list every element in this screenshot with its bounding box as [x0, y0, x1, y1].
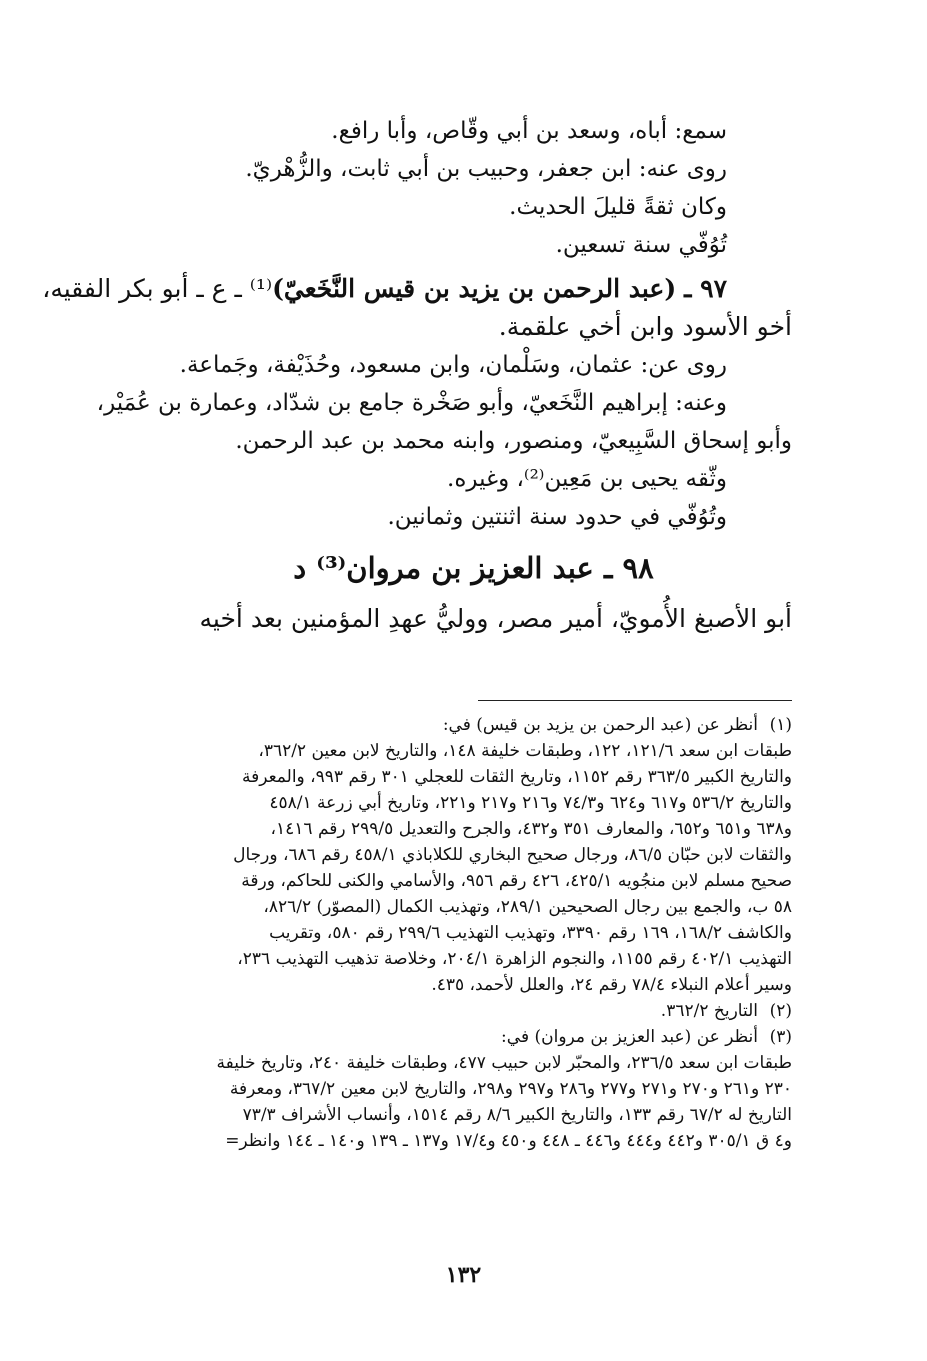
footnote-line: التاريخ له ٦٧/٢ رقم ١٣٣، والتاريخ الكبير ٨/٦ رقم ١٥١٤، وأنساب الأشراف ٧٣/٣	[242, 1105, 792, 1125]
footnotes	[100, 712, 792, 1154]
footnote-line: والتاريخ الكبير ٣٦٣/٥ رقم ١١٥٢، وتاريخ الثقات للعجلي ٣٠١ رقم ٩٩٣، والمعرفة	[241, 767, 792, 787]
entry-number: ٩٧ ـ	[684, 274, 727, 303]
text-line: تُوُفّي سنة تسعين.	[555, 232, 727, 258]
footnote-line: والكاشف ١٦٨/٢، ١٦٩ رقم ٣٣٩٠، وتهذيب التهذيب ٢٩٩/٦ رقم ٥٨٠، وتقريب	[269, 923, 792, 943]
text-line: روى عن: عثمان، وسَلْمان، وابن مسعود، وحُذَيْفة، وجَماعة.	[179, 352, 727, 378]
entry-97-title	[42, 270, 792, 308]
entry-title-rest: ⁽¹⁾ ـ ع ـ أبو بكر الفقيه،	[42, 274, 273, 303]
main-text	[42, 112, 792, 638]
footnote-line: والتاريخ ٥٣٦/٢ و٦١٧ و٦٢٤ و٧٤/٣ و٢١٦ و٢١٧ و٢٢١، وتاريخ أبي زرعة ٤٥٨/١	[269, 793, 792, 813]
entry-98-heading: ٩٨ ـ عبد العزيز بن مروان⁽³⁾ د	[293, 551, 654, 585]
footnote-line: أنظر عن (عبد العزيز بن مروان) في:	[501, 1027, 758, 1047]
footnote-mark: (١)	[769, 715, 792, 735]
footnote-line: ٢٣٠ و٢٦١ و٢٧٠ و٢٧١ و٢٧٧ و٢٨٦ و٢٩٧ و٢٩٨، والتاريخ لابن معين ٣٦٧/٢، ومعرفة	[229, 1079, 792, 1099]
footnote-3	[100, 1024, 792, 1154]
footnote-line: و٦٣٨ و٦٥١ و٦٥٢، والمعارف ٣٥١ و٤٣٢، والجرح والتعديل ٢٩٩/٥ رقم ١٤١٦،	[270, 819, 792, 839]
footnote-line: طبقات ابن سعد ٢٣٦/٥، والمحبّر لابن حبيب ٤٧٧، وطبقات خليفة ٢٤٠، وتاريخ خليفة	[216, 1053, 792, 1073]
text-line: وعنه: إبراهيم النَّخَعيّ، وأبو صَخْرة جامع بن شدّاد، وعمارة بن عُمَيْر،	[96, 390, 727, 416]
text-line: وثّقه يحيى بن مَعِين⁽²⁾، وغيره.	[447, 466, 727, 492]
footnote-separator	[478, 700, 792, 701]
footnote-line: صحيح مسلم لابن منجُويه ٤٢٥/١، ٤٢٦ رقم ٩٥٦، والأسامي والكنى للحاكم، ورقة	[241, 871, 792, 891]
text-line: روى عنه: ابن جعفر، وحبيب بن أبي ثابت، والزُّهْريّ.	[245, 156, 727, 182]
footnote-mark: (٣)	[769, 1027, 792, 1047]
page-number: ١٣٢	[445, 1262, 482, 1288]
footnote-1	[100, 712, 792, 998]
text-line: وأبو إسحاق السَّبِيعيّ، ومنصور، وابنه محمد بن عبد الرحمن.	[235, 428, 792, 454]
footnote-line: والثقات لابن حبّان ٨٦/٥، ورجال صحيح البخاري للكلاباذي ٤٥٨/١ رقم ٦٨٦، ورجال	[233, 845, 792, 865]
text-line: وتُوُفّي في حدود سنة اثنتين وثمانين.	[387, 504, 727, 530]
footnote-line: أنظر عن (عبد الرحمن بن يزيد بن قيس) في:	[442, 715, 758, 735]
footnote-line: ٥٨ ب، والجمع بين رجال الصحيحين ٢٨٩/١، وتهذيب الكمال (المصوّر) ٨٢٦/٢،	[263, 897, 792, 917]
footnote-line: طبقات ابن سعد ١٢١/٦، ١٢٢، وطبقات خليفة ١٤٨، والتاريخ لابن معين ٣٦٢/٢،	[258, 741, 792, 761]
entry-name: (عبد الرحمن بن يزيد بن قيس النَّخَعيّ)	[272, 274, 677, 303]
text-line: أخو الأسود وابن أخي علقمة.	[498, 312, 792, 341]
footnote-2	[100, 998, 792, 1024]
text-line: وكان ثقةً قليلَ الحديث.	[509, 194, 727, 220]
text-line: أبو الأصبغ الأُمويّ، أمير مصر، ووليُّ عهدِ المؤمنين بعد أخيه	[199, 604, 792, 633]
footnote-line: التهذيب ٤٠٢/١ رقم ١١٥٥، والنجوم الزاهرة ٢٠٤/١، وخلاصة تذهيب التهذيب ٢٣٦،	[237, 949, 792, 969]
footnote-line: وسير أعلام النبلاء ٧٨/٤ رقم ٢٤، والعلل لأحمد، ٤٣٥.	[431, 975, 792, 995]
footnote-mark: (٢)	[769, 1001, 792, 1021]
footnote-line: و٤ ق ٣٠٥/١ و٤٤٢ و٤٤٤ و٤٤٦ ـ ٤٤٨ و٤٥٠ و١٧/٤ و١٣٧ ـ ١٣٩ و١٤٠ ـ ١٤٤ وانظر=	[225, 1131, 792, 1151]
text-line: سمع: أباه، وسعد بن أبي وقّاص، وأبا رافع.	[331, 118, 727, 144]
footnote-line: التاريخ ٣٦٢/٢.	[660, 1001, 758, 1021]
